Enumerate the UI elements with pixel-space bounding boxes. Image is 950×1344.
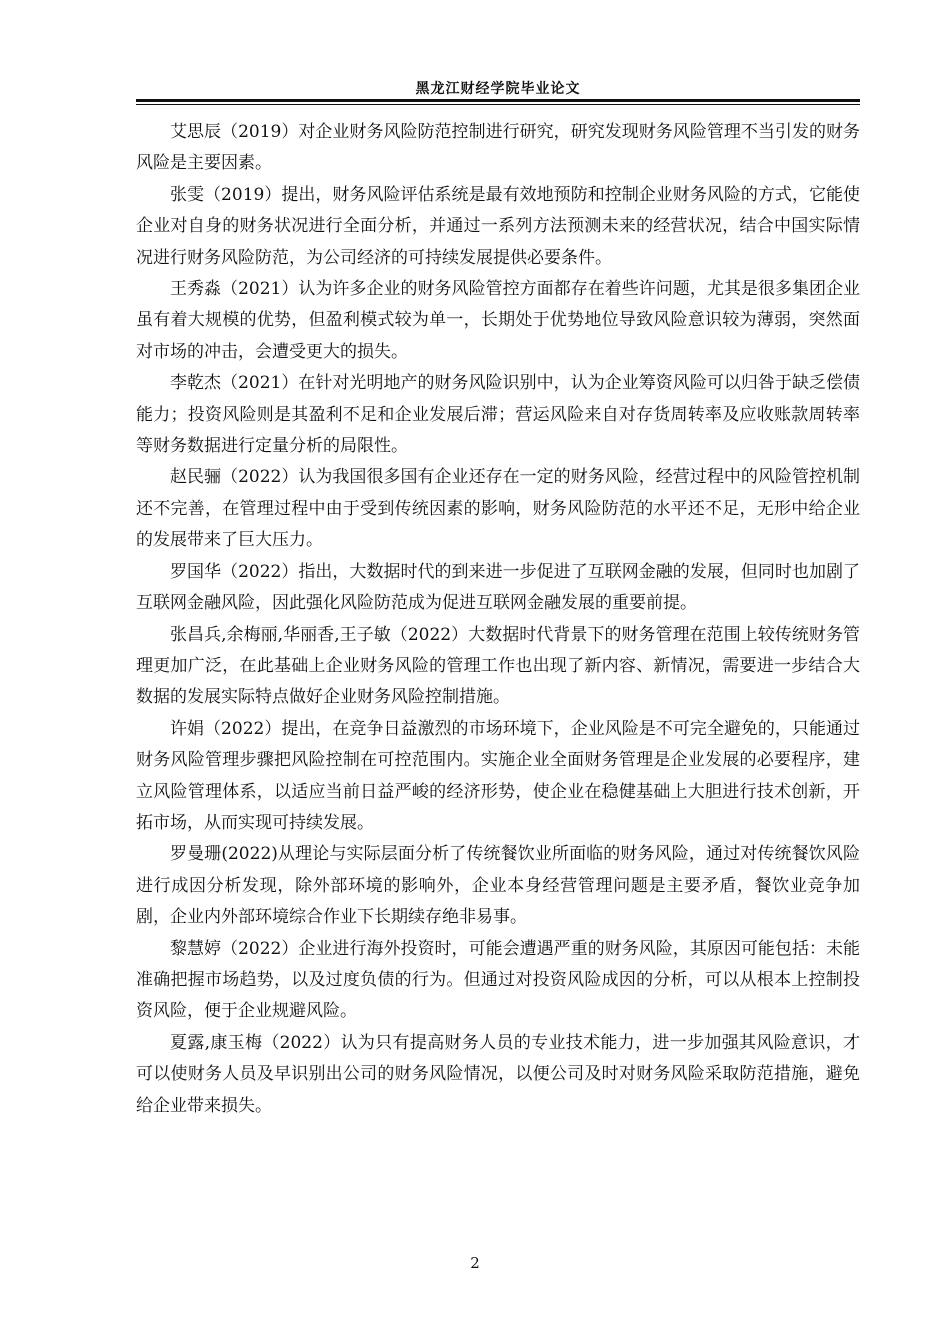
paragraph: 李乾杰（2021）在针对光明地产的财务风险识别中，认为企业筹资风险可以归咎于缺乏偿债能力；投资风险则是其盈利不足和企业发展后滞；营运风险来自对存货周转率及应收账款周转率等财务数据进行定量分析的局限性。 [136, 373, 860, 457]
paragraph: 艾思辰（2019）对企业财务风险防范控制进行研究，研究发现财务风险管理不当引发的财务风险是主要因素。 [136, 122, 860, 174]
paragraph: 夏露,康玉梅（2022）认为只有提高财务人员的专业技术能力，进一步加强其风险意识，才可以使财务人员及早识别出公司的财务风险情况，以便公司及时对财务风险采取防范措施，避免给企业带来损失。 [136, 1032, 860, 1116]
paragraph: 张昌兵,余梅丽,华丽香,王子敏（2022）大数据时代背景下的财务管理在范围上较传统财务管理更加广泛，在此基础上企业财务风险的管理工作也出现了新内容、新情况，需要进一步结合大数据的发展实际特点做好企业财务风险控制措施。 [136, 624, 860, 708]
page-number: 2 [470, 1254, 480, 1272]
header-rule-thick [136, 99, 860, 102]
body-text [136, 117, 860, 1122]
paragraph: 王秀淼（2021）认为许多企业的财务风险管控方面都存在着些许问题，尤其是很多集团企业虽有着大规模的优势，但盈利模式较为单一，长期处于优势地位导致风险意识较为薄弱，突然面对市场的冲击，会遭受更大的损失。 [136, 279, 860, 362]
paragraph: 黎慧婷（2022）企业进行海外投资时，可能会遭遇严重的财务风险，其原因可能包括：未能准确把握市场趋势，以及过度负债的行为。但通过对投资风险成因的分析，可以从根本上控制投资风险，便于企业规避风险。 [136, 938, 860, 1022]
paragraph: 许娟（2022）提出，在竞争日益激烈的市场环境下，企业风险是不可完全避免的，只能通过财务风险管理步骤把风险控制在可控范围内。实施企业全面财务管理是企业发展的必要程序，建立风险管理体系，以适应当前日益严峻的经济形势，使企业在稳健基础上大胆进行技术创新，开拓市场，从而实现可持续发展。 [136, 718, 860, 833]
paragraph: 张雯（2019）提出，财务风险评估系统是最有效地预防和控制企业财务风险的方式，它能使企业对自身的财务状况进行全面分析，并通过一系列方法预测未来的经营状况，结合中国实际情况进行财务风险防范，为公司经济的可持续发展提供必要条件。 [136, 184, 860, 268]
running-header: 黑龙江财经学院毕业论文 [415, 81, 581, 97]
paragraph: 赵民骊（2022）认为我国很多国有企业还存在一定的财务风险，经营过程中的风险管控机制还不完善，在管理过程中由于受到传统因素的影响，财务风险防范的水平还不足，无形中给企业的发展带来了巨大压力。 [136, 467, 860, 551]
paragraph: 罗国华（2022）指出，大数据时代的到来进一步促进了互联网金融的发展，但同时也加剧了互联网金融风险，因此强化风险防范成为促进互联网金融发展的重要前提。 [136, 561, 860, 614]
header-rule-thin [136, 104, 860, 105]
paragraph: 罗曼珊(2022)从理论与实际层面分析了传统餐饮业所面临的财务风险，通过对传统餐饮风险进行成因分析发现，除外部环境的影响外，企业本身经营管理问题是主要矛盾，餐饮业竞争加剧，企业内外部环境综合作业下长期续存绝非易事。 [136, 844, 860, 928]
